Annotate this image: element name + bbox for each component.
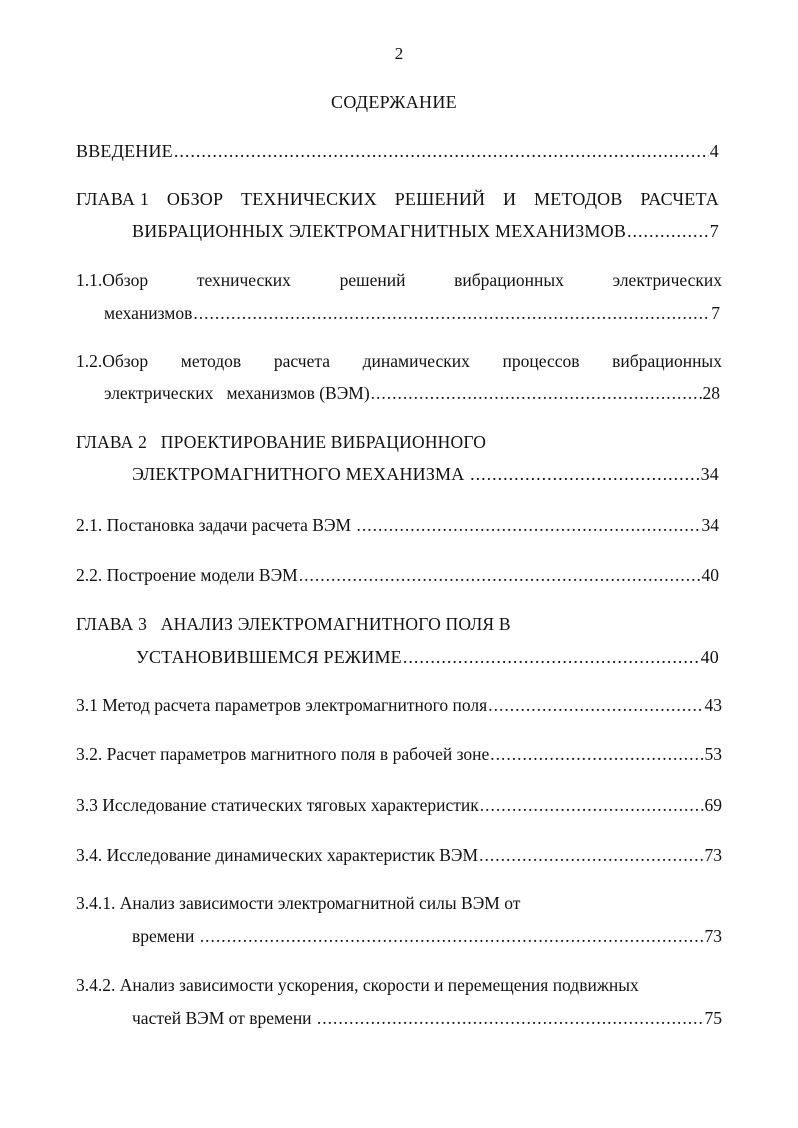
word: методов bbox=[180, 351, 242, 371]
toc-label: ВИБРАЦИОННЫХ ЭЛЕКТРОМАГНИТНЫХ МЕХАНИЗМОВ bbox=[132, 221, 627, 241]
toc-entry-s3-1[interactable] bbox=[76, 694, 722, 716]
word: вибрационных bbox=[454, 270, 564, 290]
toc-entry-s2-1[interactable] bbox=[76, 514, 719, 536]
toc-page: 43 bbox=[704, 695, 722, 715]
dot-leader bbox=[371, 382, 702, 404]
toc-label: механизмов bbox=[104, 303, 193, 323]
toc-entry-s3-4-1-line1[interactable]: 3.4.1. Анализ зависимости электромагнитной силы ВЭМ от bbox=[76, 893, 521, 913]
toc-page: 34 bbox=[700, 464, 719, 484]
toc-page: 40 bbox=[701, 565, 719, 585]
toc-entry-s1-2-line2[interactable] bbox=[104, 382, 720, 404]
toc-entry-s1-2-line1[interactable] bbox=[76, 350, 722, 372]
toc-entry-s3-4-1-line2[interactable] bbox=[132, 925, 722, 947]
word: технических bbox=[196, 270, 291, 290]
toc-page: 28 bbox=[702, 383, 720, 403]
toc-label: времени bbox=[132, 926, 199, 946]
toc-label: 3.1 Метод расчета параметров электромагнитного поля bbox=[76, 695, 488, 715]
toc-entry-ch1-line1[interactable] bbox=[76, 188, 719, 210]
toc-entry-intro[interactable] bbox=[76, 140, 719, 162]
toc-label: 2.2. Построение модели ВЭМ bbox=[76, 565, 298, 585]
toc-page: 34 bbox=[701, 515, 719, 535]
toc-label: УСТАНОВИВШЕМСЯ РЕЖИМЕ bbox=[136, 647, 402, 667]
toc-entry-ch3-line1[interactable]: ГЛАВА 3 АНАЛИЗ ЭЛЕКТРОМАГНИТНОГО ПОЛЯ В bbox=[76, 614, 511, 634]
dot-leader bbox=[193, 302, 710, 324]
word: вибрационных bbox=[612, 351, 722, 371]
word: РАСЧЕТА bbox=[640, 189, 719, 209]
page-number: 2 bbox=[394, 44, 404, 63]
toc-page: 53 bbox=[704, 744, 722, 764]
toc-label: электрических механизмов (ВЭМ) bbox=[104, 383, 370, 403]
dot-leader bbox=[488, 694, 703, 716]
toc-page: 75 bbox=[704, 1008, 722, 1028]
toc-entry-s3-3[interactable] bbox=[76, 794, 722, 816]
toc-label: 3.4. Исследование динамических характеристик ВЭМ bbox=[76, 845, 479, 865]
word: процессов bbox=[502, 351, 580, 371]
toc-entry-s3-2[interactable] bbox=[76, 743, 722, 765]
word: решений bbox=[339, 270, 406, 290]
toc-label: частей ВЭМ от времени bbox=[132, 1008, 316, 1028]
toc-page: 73 bbox=[704, 845, 722, 865]
dot-leader bbox=[627, 220, 709, 242]
toc-page: 69 bbox=[704, 795, 722, 815]
toc-label: 2.1. Постановка задачи расчета ВЭМ bbox=[76, 515, 356, 535]
toc-label: 3.3 Исследование статических тяговых характеристик bbox=[76, 795, 479, 815]
toc-entry-s3-4[interactable] bbox=[76, 844, 722, 866]
toc-entry-s3-4-2-line1[interactable]: 3.4.2. Анализ зависимости ускорения, скорости и перемещения подвижных bbox=[76, 975, 639, 995]
dot-leader bbox=[403, 646, 700, 668]
word: ОБЗОР bbox=[166, 189, 224, 209]
dot-leader bbox=[479, 844, 703, 866]
word: МЕТОДОВ bbox=[534, 189, 623, 209]
dot-leader bbox=[200, 925, 704, 947]
toc-entry-ch1-line2[interactable] bbox=[132, 220, 719, 242]
toc-page: 7 bbox=[711, 303, 720, 323]
toc-page: 7 bbox=[709, 221, 719, 241]
toc-page: 4 bbox=[709, 141, 719, 161]
dot-leader bbox=[470, 463, 699, 485]
word: 1.2.Обзор bbox=[76, 351, 149, 371]
dot-leader bbox=[299, 564, 701, 586]
dot-leader bbox=[480, 794, 704, 816]
word: ГЛАВА 1 bbox=[76, 189, 150, 209]
word: динамических bbox=[362, 351, 470, 371]
toc-entry-ch3-line2[interactable] bbox=[136, 646, 719, 668]
word: расчета bbox=[273, 351, 330, 371]
dot-leader bbox=[490, 743, 703, 765]
word: ТЕХНИЧЕСКИХ bbox=[241, 189, 377, 209]
dot-leader bbox=[174, 140, 709, 162]
word: РЕШЕНИЙ bbox=[394, 189, 486, 209]
toc-entry-s1-1-line1[interactable] bbox=[76, 269, 722, 291]
toc-entry-ch2-line2[interactable] bbox=[132, 463, 719, 485]
toc-label: ВВЕДЕНИЕ bbox=[76, 141, 173, 161]
toc-entry-s1-1-line2[interactable] bbox=[104, 302, 720, 324]
toc-label: 3.2. Расчет параметров магнитного поля в рабочей зоне bbox=[76, 744, 490, 764]
word: И bbox=[503, 189, 517, 209]
toc-entry-s3-4-2-line2[interactable] bbox=[132, 1007, 722, 1029]
dot-leader bbox=[317, 1007, 704, 1029]
word: 1.1.Обзор bbox=[76, 270, 149, 290]
toc-label: ЭЛЕКТРОМАГНИТНОГО МЕХАНИЗМА bbox=[132, 464, 470, 484]
toc-entry-s2-2[interactable] bbox=[76, 564, 719, 586]
toc-page: 73 bbox=[704, 926, 722, 946]
toc-entry-ch2-line1[interactable]: ГЛАВА 2 ПРОЕКТИРОВАНИЕ ВИБРАЦИОННОГО bbox=[76, 432, 487, 452]
page-title: СОДЕРЖАНИЕ bbox=[331, 92, 457, 112]
toc-page: 40 bbox=[700, 647, 719, 667]
dot-leader bbox=[356, 514, 700, 536]
word: электрических bbox=[612, 270, 722, 290]
